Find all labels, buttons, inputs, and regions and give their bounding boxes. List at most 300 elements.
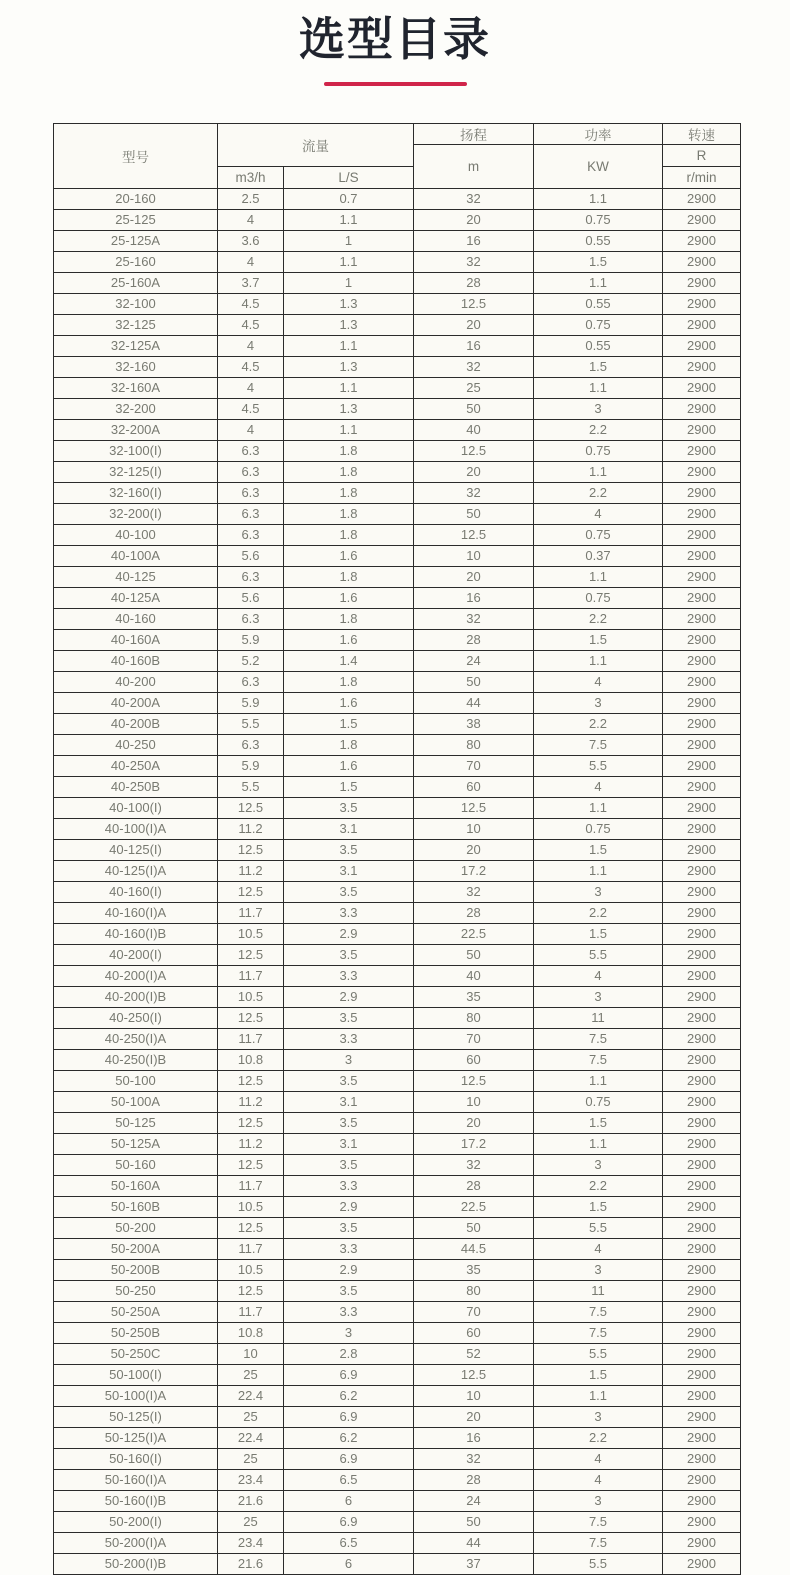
table-cell: 1.5	[534, 1197, 663, 1218]
table-cell: 50-100(I)A	[54, 1386, 218, 1407]
table-cell: 1.6	[284, 630, 414, 651]
table-cell: 3.1	[284, 1134, 414, 1155]
table-cell: 3.5	[284, 1113, 414, 1134]
table-cell: 40-125	[54, 567, 218, 588]
table-cell: 12.5	[218, 1218, 284, 1239]
table-cell: 3	[534, 1260, 663, 1281]
table-cell: 2900	[663, 651, 741, 672]
table-cell: 50-250A	[54, 1302, 218, 1323]
table-cell: 2900	[663, 525, 741, 546]
table-cell: 12.5	[218, 1155, 284, 1176]
table-cell: 50	[414, 1512, 534, 1533]
table-cell: 2900	[663, 378, 741, 399]
table-cell: 2.9	[284, 987, 414, 1008]
table-cell: 6.5	[284, 1470, 414, 1491]
table-cell: 44.5	[414, 1239, 534, 1260]
table-cell: 2900	[663, 1491, 741, 1512]
table-cell: 4	[218, 420, 284, 441]
table-row	[54, 1365, 741, 1386]
table-cell: 10.8	[218, 1050, 284, 1071]
table-cell: 1.5	[284, 714, 414, 735]
table-cell: 12.5	[414, 1365, 534, 1386]
table-cell: 2900	[663, 966, 741, 987]
table-cell: 21.6	[218, 1491, 284, 1512]
table-cell: 12.5	[414, 294, 534, 315]
table-cell: 16	[414, 1428, 534, 1449]
table-cell: 40-200(I)B	[54, 987, 218, 1008]
table-cell: 1.1	[284, 252, 414, 273]
table-cell: 32	[414, 1449, 534, 1470]
table-cell: 3	[534, 693, 663, 714]
table-row	[54, 252, 741, 273]
table-row	[54, 903, 741, 924]
header-model: 型号	[54, 124, 218, 189]
table-cell: 11.7	[218, 903, 284, 924]
table-cell: 1	[284, 231, 414, 252]
table-cell: 3.5	[284, 798, 414, 819]
table-cell: 12.5	[218, 840, 284, 861]
table-cell: 2900	[663, 1428, 741, 1449]
table-cell: 2900	[663, 336, 741, 357]
table-cell: 52	[414, 1344, 534, 1365]
table-cell: 5.6	[218, 588, 284, 609]
table-cell: 2900	[663, 798, 741, 819]
header-head-unit: m	[414, 145, 534, 189]
table-cell: 40	[414, 420, 534, 441]
table-cell: 50-100A	[54, 1092, 218, 1113]
table-cell: 12.5	[414, 798, 534, 819]
table-cell: 2.2	[534, 1428, 663, 1449]
table-cell: 6.3	[218, 441, 284, 462]
table-cell: 5.5	[534, 945, 663, 966]
table-cell: 2900	[663, 1134, 741, 1155]
table-cell: 2900	[663, 1323, 741, 1344]
table-cell: 44	[414, 1533, 534, 1554]
table-cell: 40-160(I)B	[54, 924, 218, 945]
table-row	[54, 399, 741, 420]
table-row	[54, 1092, 741, 1113]
table-cell: 10	[218, 1344, 284, 1365]
table-row	[54, 1260, 741, 1281]
table-cell: 1.1	[284, 420, 414, 441]
table-cell: 3.3	[284, 1029, 414, 1050]
table-cell: 11.7	[218, 1302, 284, 1323]
table-cell: 2.9	[284, 1260, 414, 1281]
table-row	[54, 861, 741, 882]
table-cell: 2900	[663, 1302, 741, 1323]
table-cell: 0.75	[534, 819, 663, 840]
table-cell: 2.5	[218, 189, 284, 210]
table-row	[54, 1029, 741, 1050]
table-row	[54, 1302, 741, 1323]
table-cell: 4	[534, 1470, 663, 1491]
table-cell: 2900	[663, 735, 741, 756]
table-cell: 1.1	[534, 1134, 663, 1155]
table-cell: 1.3	[284, 399, 414, 420]
table-cell: 28	[414, 273, 534, 294]
table-cell: 1.5	[534, 924, 663, 945]
table-cell: 2900	[663, 1365, 741, 1386]
table-cell: 2900	[663, 1176, 741, 1197]
table-cell: 3.1	[284, 819, 414, 840]
table-row	[54, 567, 741, 588]
header-speed: 转速	[663, 124, 741, 145]
table-row	[54, 483, 741, 504]
table-cell: 3.5	[284, 1008, 414, 1029]
table-row	[54, 609, 741, 630]
table-cell: 40-200B	[54, 714, 218, 735]
table-cell: 6.9	[284, 1365, 414, 1386]
table-cell: 11	[534, 1008, 663, 1029]
table-cell: 1.5	[534, 1365, 663, 1386]
table-cell: 1.1	[534, 861, 663, 882]
table-cell: 0.7	[284, 189, 414, 210]
table-cell: 10	[414, 546, 534, 567]
table-row	[54, 1344, 741, 1365]
table-cell: 5.9	[218, 630, 284, 651]
table-cell: 2900	[663, 483, 741, 504]
table-row	[54, 336, 741, 357]
table-cell: 2900	[663, 693, 741, 714]
table-cell: 1.5	[534, 630, 663, 651]
table-cell: 20	[414, 462, 534, 483]
table-cell: 2900	[663, 252, 741, 273]
table-cell: 16	[414, 588, 534, 609]
table-cell: 60	[414, 1323, 534, 1344]
header-speed-r: R	[663, 145, 741, 167]
table-cell: 40	[414, 966, 534, 987]
table-row	[54, 189, 741, 210]
table-row	[54, 693, 741, 714]
table-cell: 6.3	[218, 504, 284, 525]
table-cell: 3.3	[284, 1302, 414, 1323]
table-row	[54, 1554, 741, 1575]
table-row	[54, 819, 741, 840]
table-cell: 2900	[663, 273, 741, 294]
table-cell: 32-200	[54, 399, 218, 420]
table-row	[54, 546, 741, 567]
table-cell: 25	[218, 1407, 284, 1428]
table-cell: 50-125(I)A	[54, 1428, 218, 1449]
table-cell: 3.5	[284, 1155, 414, 1176]
table-row	[54, 1533, 741, 1554]
table-cell: 2900	[663, 819, 741, 840]
table-cell: 1.1	[534, 462, 663, 483]
table-cell: 3.3	[284, 1176, 414, 1197]
table-cell: 1.5	[534, 1113, 663, 1134]
table-cell: 10.5	[218, 1260, 284, 1281]
table-cell: 5.5	[534, 756, 663, 777]
table-cell: 20	[414, 315, 534, 336]
table-cell: 2900	[663, 861, 741, 882]
table-cell: 3	[534, 1491, 663, 1512]
table-cell: 28	[414, 1176, 534, 1197]
header-flow-m3h: m3/h	[218, 167, 284, 189]
table-cell: 1.1	[284, 210, 414, 231]
table-cell: 1.1	[534, 651, 663, 672]
table-cell: 2.2	[534, 420, 663, 441]
table-row	[54, 966, 741, 987]
table-cell: 10	[414, 1386, 534, 1407]
table-cell: 25-160A	[54, 273, 218, 294]
table-row	[54, 798, 741, 819]
table-cell: 50	[414, 399, 534, 420]
table-cell: 5.5	[218, 777, 284, 798]
page-title: 选型目录	[299, 13, 491, 65]
table-cell: 2.2	[534, 609, 663, 630]
table-cell: 3	[534, 987, 663, 1008]
table-cell: 22.4	[218, 1386, 284, 1407]
table-cell: 4	[534, 504, 663, 525]
table-row	[54, 714, 741, 735]
table-cell: 12.5	[218, 1071, 284, 1092]
table-cell: 6.9	[284, 1449, 414, 1470]
table-cell: 3.3	[284, 966, 414, 987]
table-cell: 22.5	[414, 1197, 534, 1218]
table-cell: 50-160B	[54, 1197, 218, 1218]
table-cell: 3.5	[284, 840, 414, 861]
table-cell: 5.2	[218, 651, 284, 672]
table-cell: 10	[414, 1092, 534, 1113]
table-cell: 0.75	[534, 588, 663, 609]
table-cell: 2.9	[284, 1197, 414, 1218]
table-cell: 2900	[663, 504, 741, 525]
table-row	[54, 672, 741, 693]
table-cell: 1.3	[284, 315, 414, 336]
table-cell: 40-100	[54, 525, 218, 546]
table-row	[54, 231, 741, 252]
table-cell: 0.75	[534, 1092, 663, 1113]
table-row	[54, 924, 741, 945]
table-cell: 2900	[663, 945, 741, 966]
table-cell: 1.5	[534, 252, 663, 273]
table-cell: 40-250(I)	[54, 1008, 218, 1029]
table-cell: 25-125A	[54, 231, 218, 252]
table-cell: 22.5	[414, 924, 534, 945]
header-flow: 流量	[218, 124, 414, 167]
table-cell: 23.4	[218, 1533, 284, 1554]
table-cell: 0.75	[534, 441, 663, 462]
table-cell: 2.8	[284, 1344, 414, 1365]
table-row	[54, 1113, 741, 1134]
table-cell: 1.1	[534, 273, 663, 294]
table-cell: 3	[534, 882, 663, 903]
table-cell: 70	[414, 1029, 534, 1050]
header-power-unit: KW	[534, 145, 663, 189]
table-cell: 2.2	[534, 903, 663, 924]
table-cell: 40-125(I)	[54, 840, 218, 861]
table-cell: 50-200(I)B	[54, 1554, 218, 1575]
table-cell: 4	[218, 210, 284, 231]
table-cell: 2.2	[534, 483, 663, 504]
table-row	[54, 1197, 741, 1218]
table-cell: 28	[414, 1470, 534, 1491]
table-row	[54, 630, 741, 651]
table-cell: 2900	[663, 1470, 741, 1491]
table-row	[54, 315, 741, 336]
table-cell: 1.8	[284, 567, 414, 588]
table-row	[54, 1407, 741, 1428]
table-cell: 2900	[663, 1386, 741, 1407]
table-cell: 40-200A	[54, 693, 218, 714]
table-row	[54, 882, 741, 903]
table-cell: 2900	[663, 714, 741, 735]
table-row	[54, 1470, 741, 1491]
table-cell: 6.3	[218, 525, 284, 546]
table-cell: 3	[284, 1050, 414, 1071]
table-cell: 2900	[663, 1533, 741, 1554]
table-row	[54, 1512, 741, 1533]
table-cell: 40-250(I)A	[54, 1029, 218, 1050]
table-row	[54, 1491, 741, 1512]
table-cell: 7.5	[534, 1512, 663, 1533]
table-cell: 38	[414, 714, 534, 735]
table-cell: 1	[284, 273, 414, 294]
table-cell: 70	[414, 1302, 534, 1323]
table-cell: 7.5	[534, 1302, 663, 1323]
table-cell: 50-125	[54, 1113, 218, 1134]
header-speed-unit: r/min	[663, 167, 741, 189]
table-cell: 7.5	[534, 1323, 663, 1344]
table-cell: 2900	[663, 840, 741, 861]
table-cell: 32-160	[54, 357, 218, 378]
table-cell: 1.1	[284, 378, 414, 399]
table-cell: 10	[414, 819, 534, 840]
table-cell: 6	[284, 1491, 414, 1512]
table-cell: 4	[534, 672, 663, 693]
table-cell: 16	[414, 231, 534, 252]
table-cell: 6	[284, 1554, 414, 1575]
table-cell: 20	[414, 1113, 534, 1134]
table-cell: 3	[534, 1407, 663, 1428]
table-cell: 50-125A	[54, 1134, 218, 1155]
table-row	[54, 525, 741, 546]
table-cell: 32	[414, 882, 534, 903]
table-cell: 4.5	[218, 399, 284, 420]
table-cell: 50	[414, 1218, 534, 1239]
selection-table	[53, 123, 741, 1575]
table-cell: 1.5	[534, 357, 663, 378]
table-row	[54, 462, 741, 483]
table-cell: 2900	[663, 1155, 741, 1176]
table-cell: 44	[414, 693, 534, 714]
table-cell: 25	[218, 1512, 284, 1533]
table-cell: 2900	[663, 609, 741, 630]
table-cell: 3.5	[284, 1071, 414, 1092]
table-row	[54, 735, 741, 756]
table-cell: 2900	[663, 1407, 741, 1428]
table-cell: 40-250	[54, 735, 218, 756]
table-cell: 2900	[663, 231, 741, 252]
table-cell: 1.1	[534, 1071, 663, 1092]
table-cell: 80	[414, 1281, 534, 1302]
table-row	[54, 987, 741, 1008]
table-row	[54, 588, 741, 609]
table-cell: 6.3	[218, 483, 284, 504]
table-cell: 6.3	[218, 735, 284, 756]
table-cell: 4	[534, 777, 663, 798]
table-cell: 50-160(I)	[54, 1449, 218, 1470]
table-cell: 23.4	[218, 1470, 284, 1491]
table-cell: 12.5	[414, 441, 534, 462]
table-cell: 0.55	[534, 294, 663, 315]
table-row	[54, 777, 741, 798]
header-power: 功率	[534, 124, 663, 145]
table-cell: 50-160(I)A	[54, 1470, 218, 1491]
table-cell: 2900	[663, 1071, 741, 1092]
table-row	[54, 273, 741, 294]
table-cell: 2900	[663, 315, 741, 336]
table-cell: 5.9	[218, 693, 284, 714]
table-cell: 20-160	[54, 189, 218, 210]
table-cell: 7.5	[534, 1050, 663, 1071]
table-cell: 32	[414, 1155, 534, 1176]
table-cell: 2900	[663, 1512, 741, 1533]
table-cell: 40-160	[54, 609, 218, 630]
table-cell: 32	[414, 609, 534, 630]
table-cell: 2900	[663, 567, 741, 588]
table-cell: 40-160B	[54, 651, 218, 672]
table-row	[54, 1386, 741, 1407]
table-cell: 2900	[663, 420, 741, 441]
table-cell: 25	[414, 378, 534, 399]
table-cell: 32-100	[54, 294, 218, 315]
table-cell: 17.2	[414, 861, 534, 882]
table-cell: 2900	[663, 1050, 741, 1071]
table-cell: 1.3	[284, 294, 414, 315]
table-row	[54, 1176, 741, 1197]
table-cell: 5.5	[534, 1344, 663, 1365]
table-cell: 0.75	[534, 210, 663, 231]
table-cell: 11.2	[218, 1134, 284, 1155]
table-row	[54, 651, 741, 672]
table-cell: 35	[414, 1260, 534, 1281]
table-cell: 0.55	[534, 336, 663, 357]
table-cell: 2900	[663, 882, 741, 903]
table-cell: 25	[218, 1365, 284, 1386]
table-cell: 3.3	[284, 903, 414, 924]
table-cell: 80	[414, 1008, 534, 1029]
table-cell: 1.5	[284, 777, 414, 798]
table-cell: 0.37	[534, 546, 663, 567]
table-cell: 32-160(I)	[54, 483, 218, 504]
table-cell: 12.5	[218, 1281, 284, 1302]
table-cell: 2900	[663, 1449, 741, 1470]
table-cell: 50-160(I)B	[54, 1491, 218, 1512]
table-cell: 2900	[663, 462, 741, 483]
table-cell: 40-125(I)A	[54, 861, 218, 882]
table-row	[54, 1323, 741, 1344]
table-cell: 2900	[663, 210, 741, 231]
table-row	[54, 1008, 741, 1029]
table-cell: 12.5	[218, 798, 284, 819]
table-cell: 50-125(I)	[54, 1407, 218, 1428]
table-cell: 3	[284, 1323, 414, 1344]
table-cell: 12.5	[218, 882, 284, 903]
table-cell: 10.5	[218, 924, 284, 945]
table-cell: 32-100(I)	[54, 441, 218, 462]
table-row	[54, 1155, 741, 1176]
table-cell: 11.2	[218, 861, 284, 882]
table-cell: 50-200(I)	[54, 1512, 218, 1533]
table-cell: 5.5	[218, 714, 284, 735]
table-cell: 3.5	[284, 945, 414, 966]
table-cell: 2900	[663, 924, 741, 945]
table-row	[54, 1050, 741, 1071]
table-cell: 12.5	[218, 1113, 284, 1134]
table-cell: 50-200	[54, 1218, 218, 1239]
table-row	[54, 1239, 741, 1260]
